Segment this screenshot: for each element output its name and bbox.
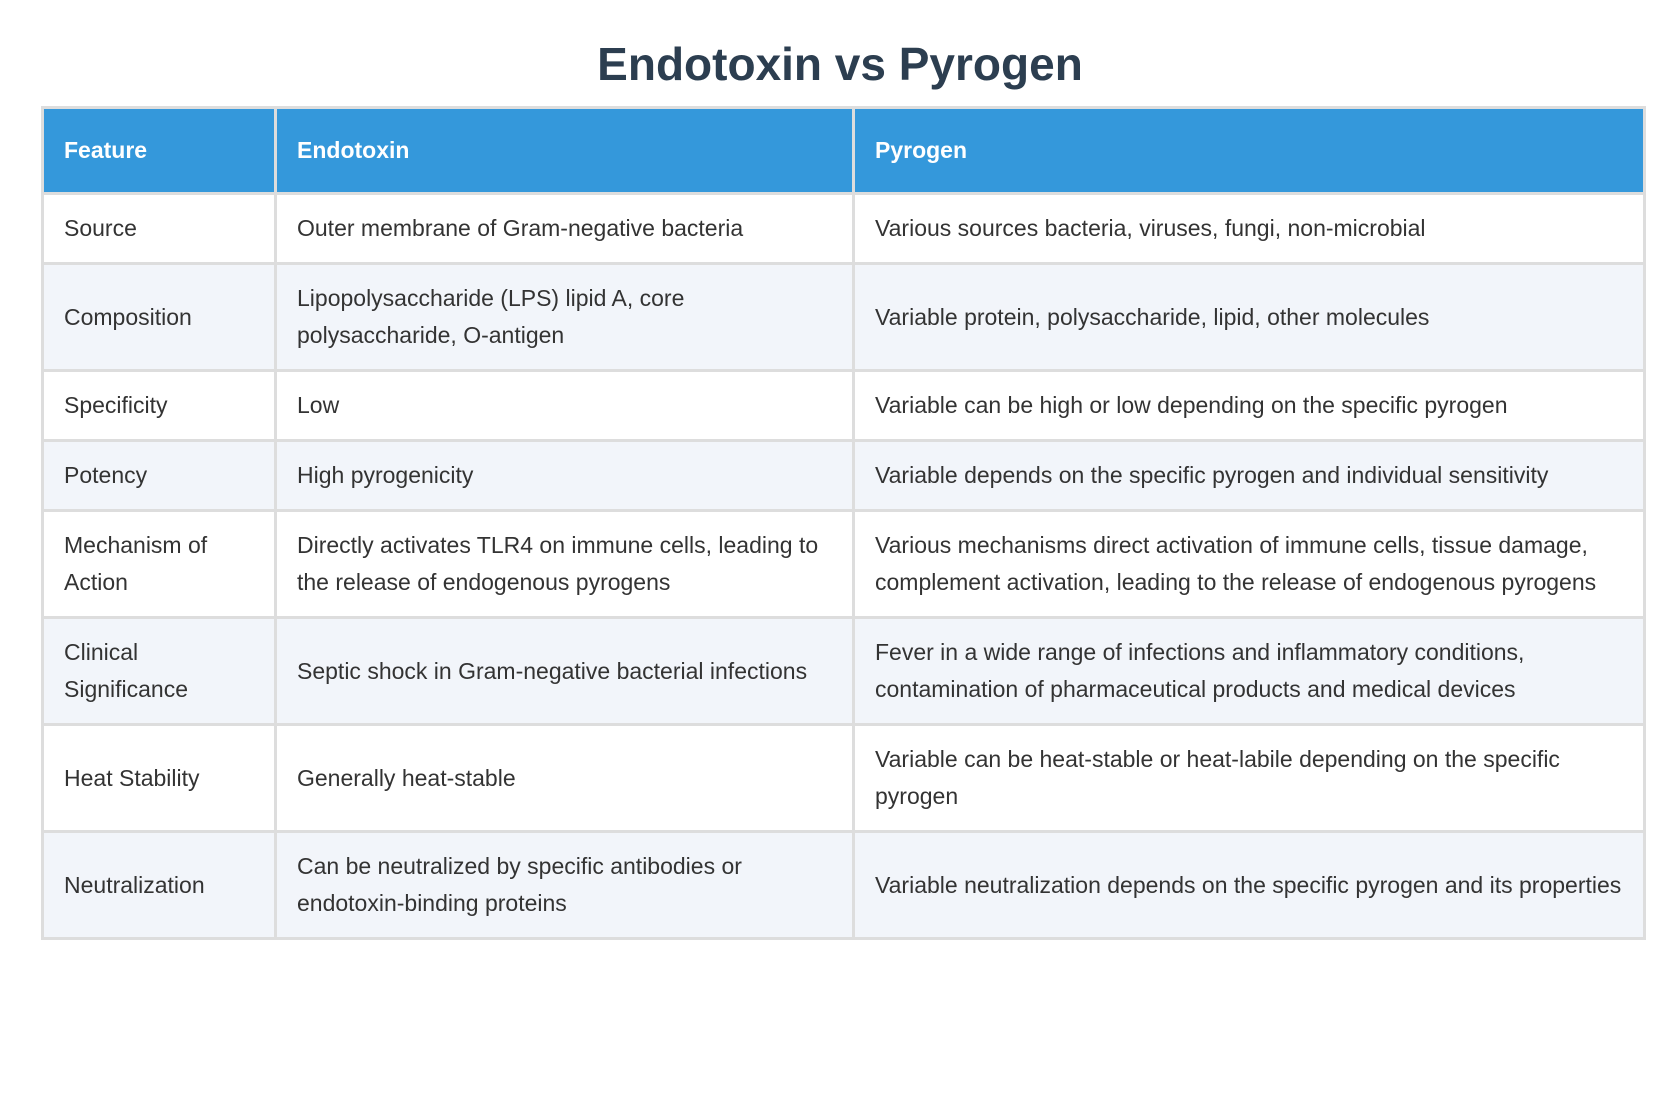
cell-feature: Potency bbox=[43, 441, 276, 511]
cell-endotoxin: Low bbox=[276, 371, 854, 441]
cell-pyrogen: Variable can be heat-stable or heat-labile depending on the specific pyrogen bbox=[854, 725, 1645, 832]
table-row bbox=[43, 832, 1645, 939]
cell-feature: Source bbox=[43, 194, 276, 264]
table-header bbox=[43, 108, 1645, 194]
table-row bbox=[43, 264, 1645, 371]
header-endotoxin: Endotoxin bbox=[276, 108, 854, 194]
cell-feature: Heat Stability bbox=[43, 725, 276, 832]
cell-endotoxin: Generally heat-stable bbox=[276, 725, 854, 832]
cell-endotoxin: Septic shock in Gram-negative bacterial infections bbox=[276, 618, 854, 725]
cell-pyrogen: Variable can be high or low depending on the specific pyrogen bbox=[854, 371, 1645, 441]
cell-feature: Mechanism of Action bbox=[43, 511, 276, 618]
table-row bbox=[43, 441, 1645, 511]
table-row bbox=[43, 511, 1645, 618]
cell-feature: Clinical Significance bbox=[43, 618, 276, 725]
header-feature: Feature bbox=[43, 108, 276, 194]
cell-pyrogen: Various mechanisms direct activation of immune cells, tissue damage, complement activation, leading to the release of endogenous pyrogens bbox=[854, 511, 1645, 618]
cell-endotoxin: Can be neutralized by specific antibodies or endotoxin-binding proteins bbox=[276, 832, 854, 939]
cell-feature: Neutralization bbox=[43, 832, 276, 939]
cell-feature: Specificity bbox=[43, 371, 276, 441]
page-title: Endotoxin vs Pyrogen bbox=[597, 38, 1083, 90]
header-row bbox=[43, 108, 1645, 194]
header-pyrogen: Pyrogen bbox=[854, 108, 1645, 194]
table-row bbox=[43, 618, 1645, 725]
table-row bbox=[43, 194, 1645, 264]
cell-endotoxin: Directly activates TLR4 on immune cells, leading to the release of endogenous pyrogens bbox=[276, 511, 854, 618]
cell-endotoxin: Outer membrane of Gram-negative bacteria bbox=[276, 194, 854, 264]
cell-pyrogen: Various sources bacteria, viruses, fungi, non-microbial bbox=[854, 194, 1645, 264]
cell-pyrogen: Fever in a wide range of infections and inflammatory conditions, contamination of pharmaceutical products and medical devices bbox=[854, 618, 1645, 725]
table-row bbox=[43, 725, 1645, 832]
cell-endotoxin: Lipopolysaccharide (LPS) lipid A, core polysaccharide, O-antigen bbox=[276, 264, 854, 371]
cell-pyrogen: Variable depends on the specific pyrogen and individual sensitivity bbox=[854, 441, 1645, 511]
cell-pyrogen: Variable neutralization depends on the specific pyrogen and its properties bbox=[854, 832, 1645, 939]
cell-pyrogen: Variable protein, polysaccharide, lipid, other molecules bbox=[854, 264, 1645, 371]
table-body bbox=[43, 194, 1645, 939]
cell-feature: Composition bbox=[43, 264, 276, 371]
cell-endotoxin: High pyrogenicity bbox=[276, 441, 854, 511]
table-row bbox=[43, 371, 1645, 441]
comparison-table bbox=[41, 106, 1646, 940]
